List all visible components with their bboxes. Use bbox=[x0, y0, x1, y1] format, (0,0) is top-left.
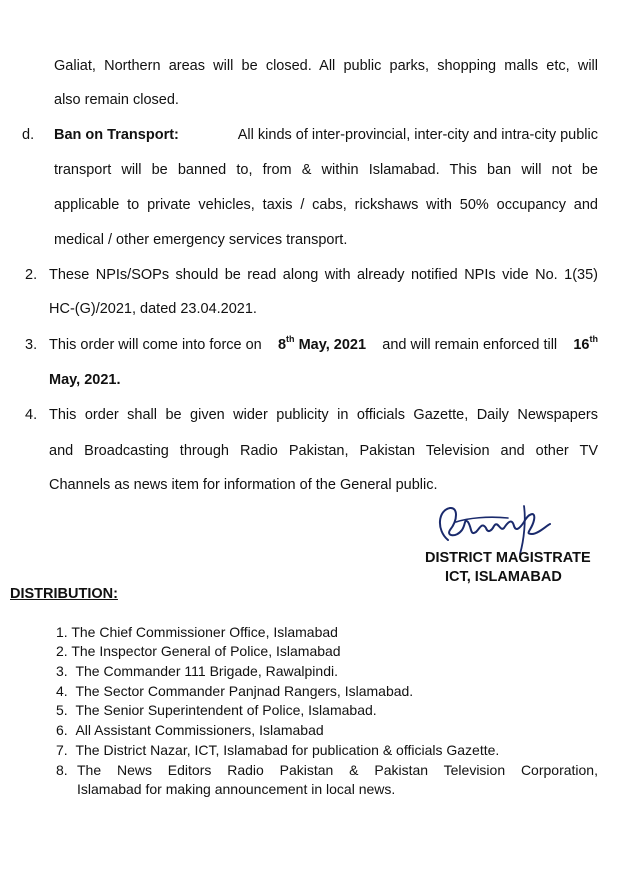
para-d-line-3: applicable to private vehicles, taxis / cabs, rickshaws with 50% occupancy and bbox=[54, 197, 598, 213]
list-item: 4. The Sector Commander Panjnad Rangers, Islamabad. bbox=[56, 683, 414, 699]
item-3-pre: This order will come into force on bbox=[49, 337, 262, 353]
distribution-heading: DISTRIBUTION: bbox=[10, 586, 118, 602]
item-3-line-1 bbox=[49, 336, 598, 354]
list-item: 5. The Senior Superintendent of Police, Islamabad. bbox=[56, 702, 377, 718]
para-d-line-1-text: All kinds of inter-provincial, inter-city and intra-city public bbox=[237, 127, 598, 143]
list-item: 8. bbox=[56, 762, 68, 778]
list-item: 6. All Assistant Commissioners, Islamabad bbox=[56, 722, 324, 738]
list-item: 7. The District Nazar, ICT, Islamabad for publication & officials Gazette. bbox=[56, 742, 500, 758]
item-3-end-date-rest: May, 2021. bbox=[49, 372, 121, 388]
para-c-line-1: Galiat, Northern areas will be closed. All public parks, shopping malls etc, will bbox=[54, 58, 598, 74]
signatory-office: ICT, ISLAMABAD bbox=[445, 569, 562, 585]
para-d-heading: Ban on Transport: bbox=[54, 127, 179, 143]
item-2-line-2: HC-(G)/2021, dated 23.04.2021. bbox=[49, 301, 257, 317]
item-4-line-1: This order shall be given wider publicity in officials Gazette, Daily Newspapers bbox=[49, 407, 598, 423]
para-d-line-4: medical / other emergency services transport. bbox=[54, 232, 348, 248]
para-d-line-2: transport will be banned to, from & within Islamabad. This ban will not be bbox=[54, 162, 598, 178]
para-c-line-2: also remain closed. bbox=[54, 92, 179, 108]
list-item-text: The News Editors Radio Pakistan & Pakistan Television Corporation, bbox=[77, 762, 598, 778]
item-3-mid: and will remain enforced till bbox=[382, 337, 558, 353]
list-item: 2. The Inspector General of Police, Islamabad bbox=[56, 643, 341, 659]
list-item-text: Islamabad for making announcement in local news. bbox=[77, 781, 396, 797]
item-3-start-date: 8th May, 2021 bbox=[277, 334, 367, 353]
list-item: 3. The Commander 111 Brigade, Rawalpindi. bbox=[56, 663, 338, 679]
item-4-line-2: and Broadcasting through Radio Pakistan, Pakistan Television and other TV bbox=[49, 443, 598, 459]
item-4-line-3: Channels as news item for information of the General public. bbox=[49, 477, 438, 493]
item-2-marker: 2. bbox=[25, 267, 38, 283]
para-d-line-1 bbox=[54, 126, 598, 144]
item-3-marker: 3. bbox=[25, 337, 38, 353]
signatory-title: DISTRICT MAGISTRATE bbox=[425, 550, 591, 566]
item-4-marker: 4. bbox=[25, 407, 38, 423]
item-3-end-day: 16th bbox=[573, 334, 598, 353]
item-2-line-1: These NPIs/SOPs should be read along with already notified NPIs vide No. 1(35) bbox=[49, 267, 598, 283]
list-item: 1. The Chief Commissioner Office, Islamabad bbox=[56, 624, 338, 640]
para-d-marker: d. bbox=[22, 127, 35, 143]
